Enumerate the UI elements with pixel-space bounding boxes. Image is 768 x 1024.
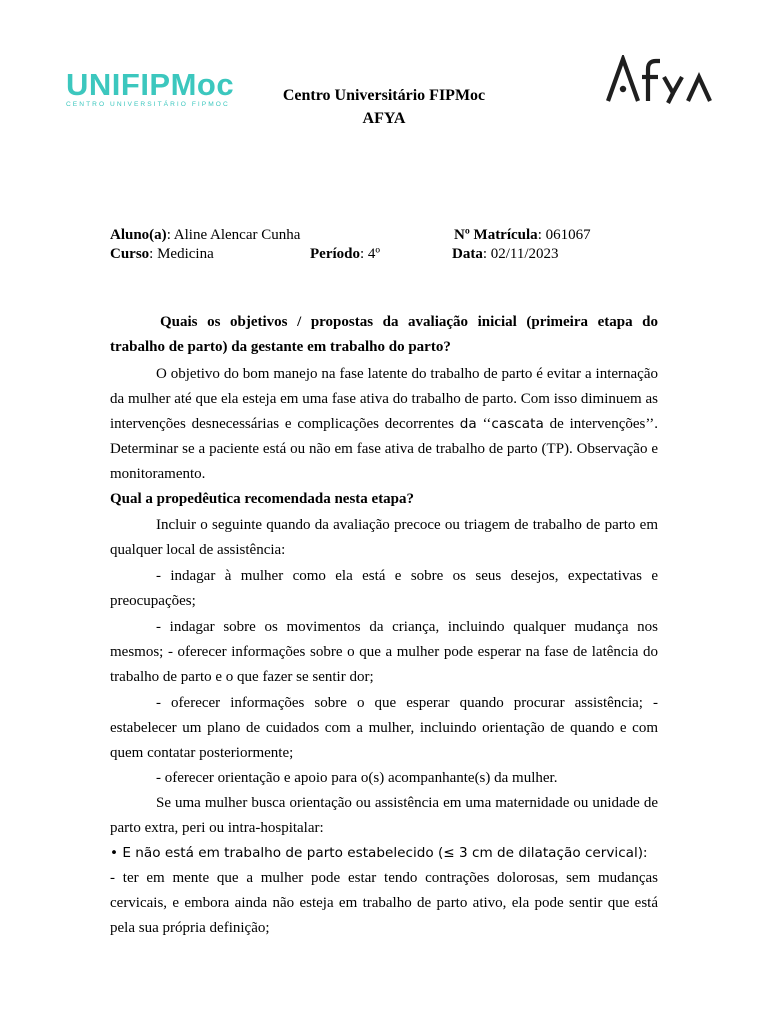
paragraph-3: - indagar sobre os movimentos da criança, incluindo qualquer mudança nos mesmos; - oferecer informações sobre o que a mulher pode esperar na fase de latência do trabalho de parto e o que fazer se sentir dor; <box>110 619 658 685</box>
course-label: Curso <box>110 246 150 262</box>
paragraph-2: - indagar à mulher como ela está e sobre os seus desejos, expectativas e preocupações; <box>110 568 658 609</box>
unifipmoc-tagline: CENTRO UNIVERSITÁRIO FIPMOC <box>66 101 230 108</box>
student-period <box>310 244 380 264</box>
afya-logo-graphic <box>606 55 714 105</box>
matricula-label: Nº Matrícula <box>454 227 538 243</box>
paragraph-7: - ter em mente que a mulher pode estar tendo contrações dolorosas, sem mudanças cervicais, e embora ainda não esteja em trabalho de parto ativo, ela pode sentir que está pela sua própria definição; <box>110 870 658 936</box>
student-course <box>110 244 214 264</box>
answer-1-rest: de intervenções’’. Determinar se a paciente está ou não em fase ativa de trabalho de parto (TP). Observação e monitoramento. <box>110 416 658 482</box>
question-2: Qual a propedêutica recomendada nesta etapa? <box>110 491 415 507</box>
paragraph-4: - oferecer informações sobre o que esperar quando procurar assistência; - estabelecer um plano de cuidados com a mulher, incluindo orientação de quando e com quem contatar posteriormente; <box>110 695 658 761</box>
student-name-value: : Aline Alencar Cunha <box>166 227 301 243</box>
date-label: Data <box>452 246 483 262</box>
answer-1-text: O objetivo do bom manejo na fase latente do trabalho de parto é evitar a internação da mulher até que ela esteja em uma fase ativa do trabalho de parto. Com isso diminuem as intervenções desnecessárias e complicações decorrentes <box>110 366 658 432</box>
period-value: : 4º <box>360 246 381 262</box>
unifipmoc-wordmark: UNIFIPMoc <box>66 67 235 102</box>
date-value: : 02/11/2023 <box>482 246 559 262</box>
bullet-text: • E não está em trabalho de parto estabelecido (≤ 3 cm de dilatação cervical) <box>110 845 644 861</box>
bullet-end: : <box>643 845 648 861</box>
student-matricula <box>454 225 591 245</box>
student-name-label: Aluno(a) <box>110 227 167 243</box>
paragraph-1: Incluir o seguinte quando da avaliação precoce ou triagem de trabalho de parto em qualquer local de assistência: <box>110 517 658 558</box>
question-1: Quais os objetivos / propostas da avaliação inicial (primeira etapa do trabalho de parto) da gestante em trabalho do parto? <box>110 314 658 355</box>
answer-1 <box>110 362 658 487</box>
matricula-value: : 061067 <box>537 227 591 243</box>
period-label: Período <box>310 246 360 262</box>
paragraph-6: Se uma mulher busca orientação ou assistência em uma maternidade ou unidade de parto extra, peri ou intra-hospitalar: <box>110 795 658 836</box>
bullet-item <box>110 841 658 866</box>
student-date <box>452 244 559 264</box>
answer-1-cascata: cascata <box>491 416 544 432</box>
document-body <box>110 310 658 941</box>
student-name <box>110 225 300 245</box>
answer-1-da: da <box>459 416 477 432</box>
afya-logo <box>606 55 714 105</box>
institution-title: Centro Universitário FIPMoc <box>282 87 486 104</box>
paragraph-5: - oferecer orientação e apoio para o(s) acompanhante(s) da mulher. <box>156 770 558 786</box>
answer-1-quote: ‘‘ <box>476 416 492 432</box>
institution-subtitle: AFYA <box>362 110 406 127</box>
course-value: : Medicina <box>149 246 214 262</box>
